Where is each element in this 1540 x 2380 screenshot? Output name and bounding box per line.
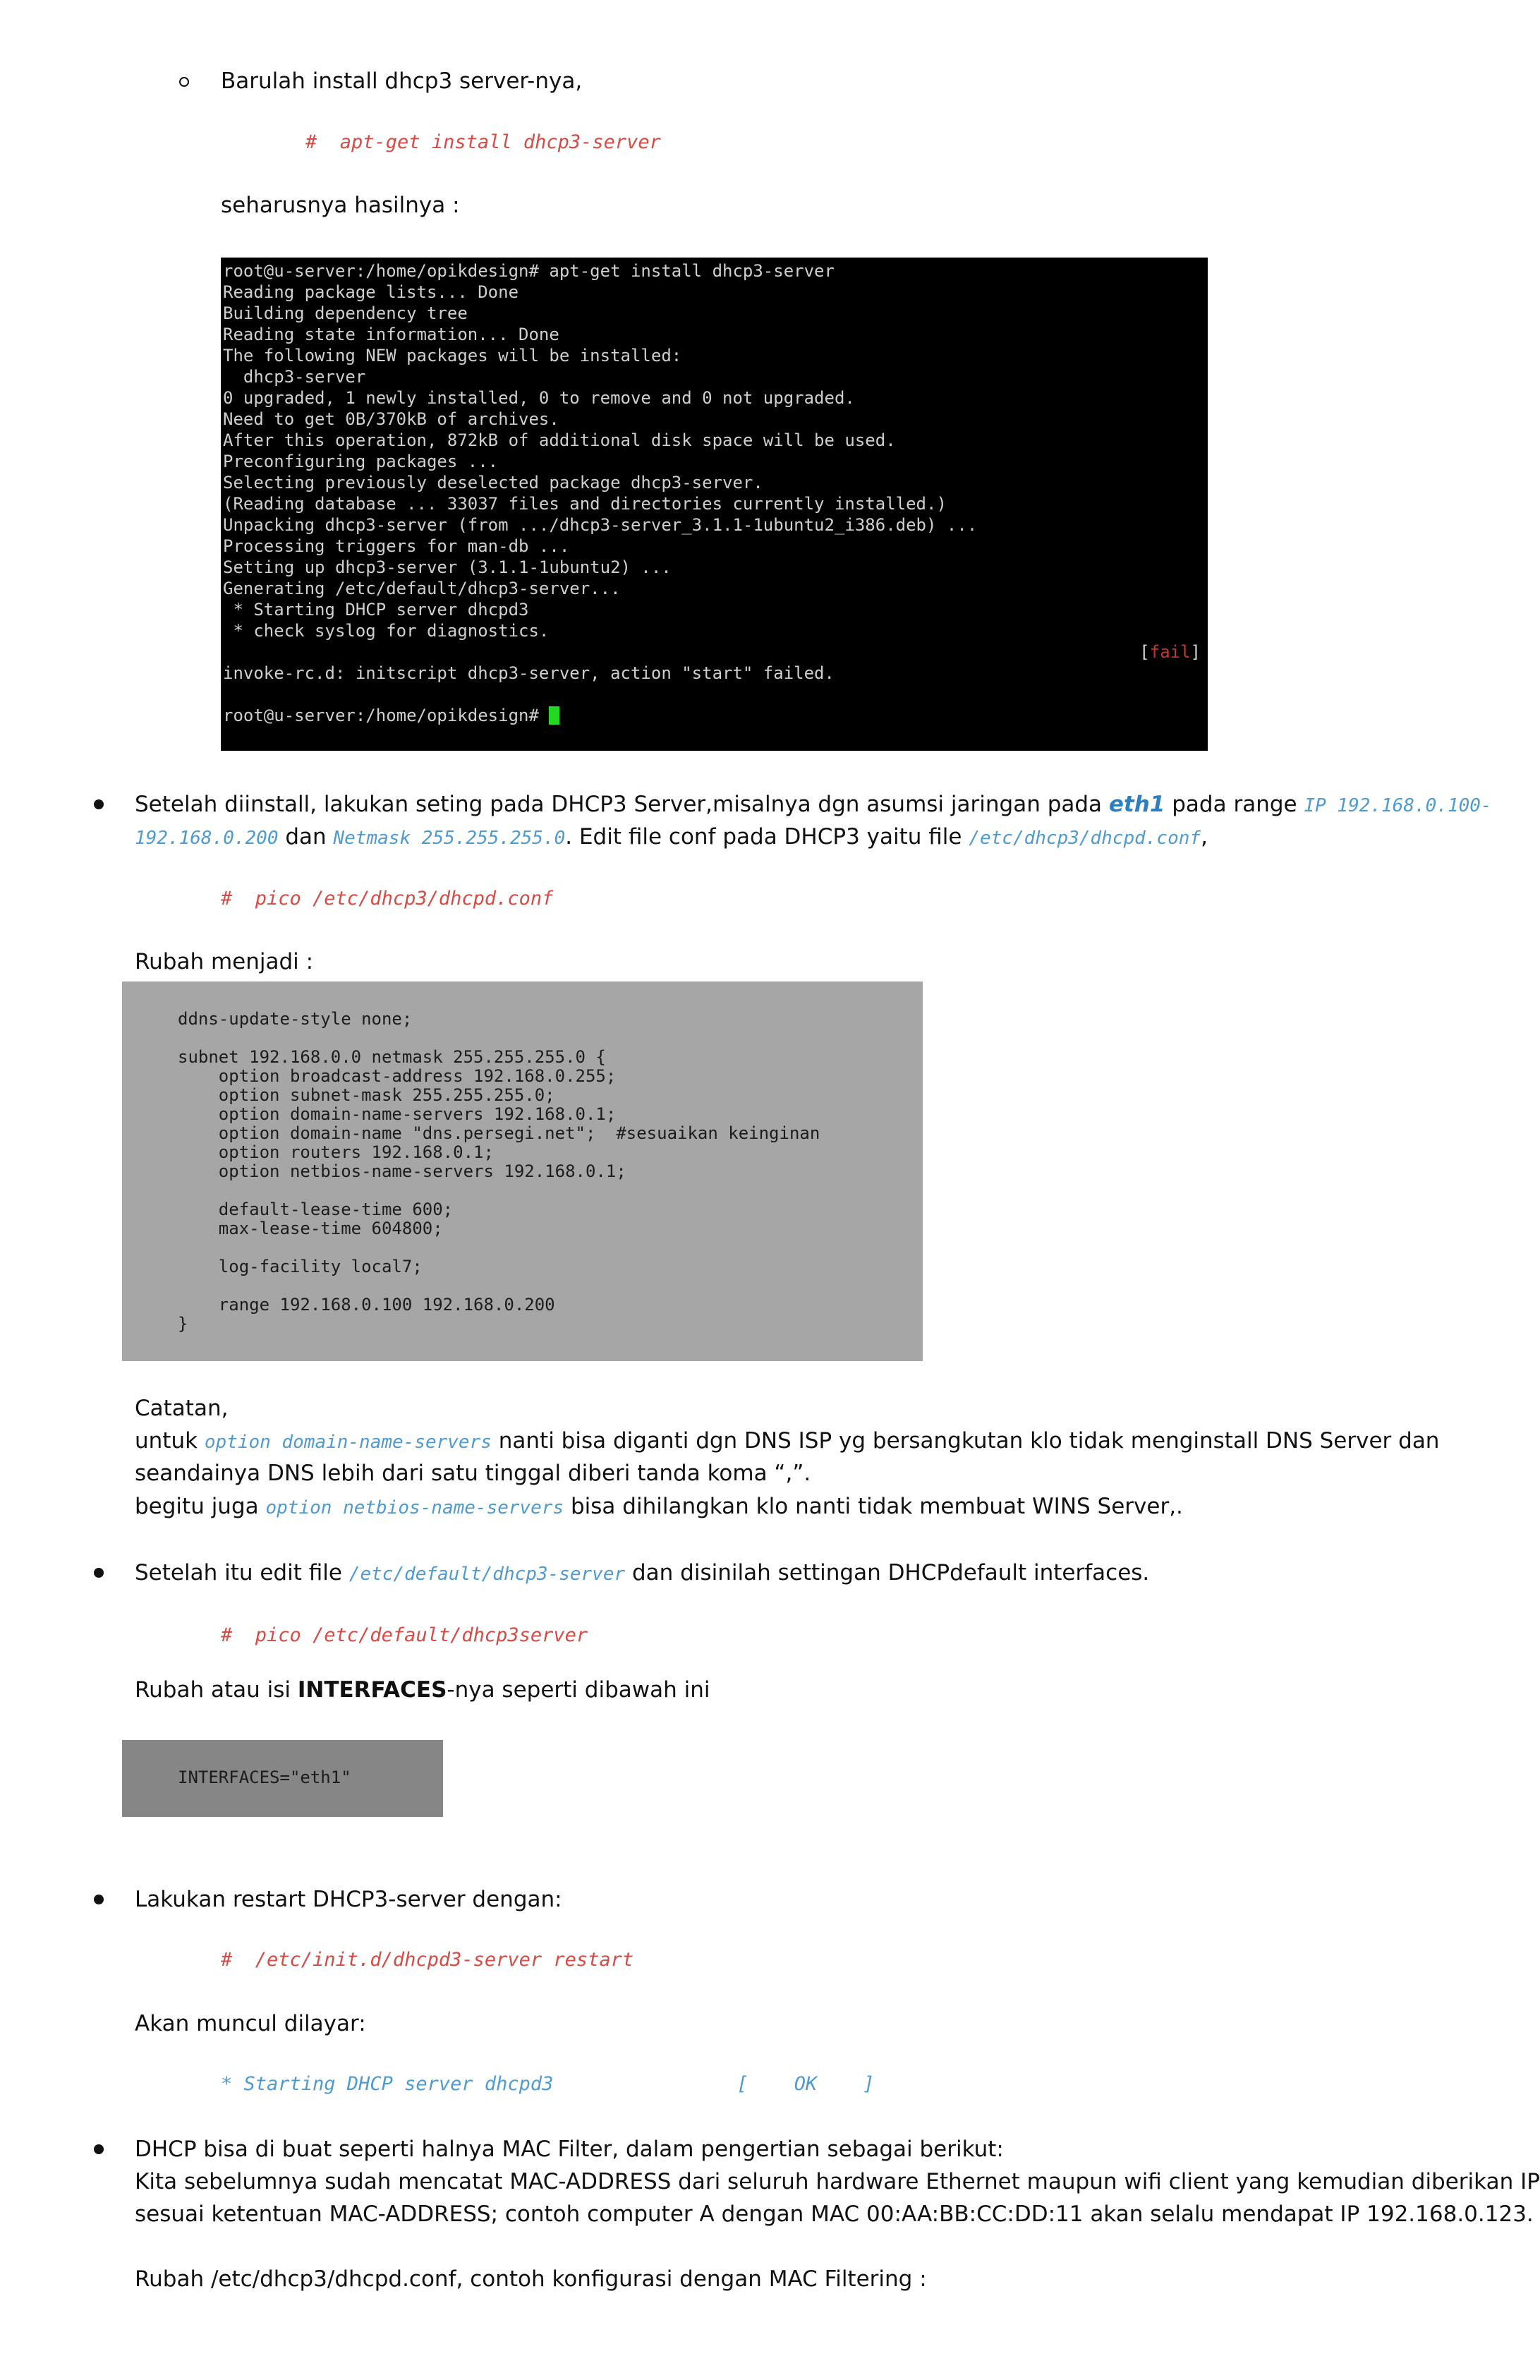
install-command: # apt-get install dhcp3-server xyxy=(305,131,661,153)
terminal-failed-message: invoke-rc.d: initscript dhcp3-server, action "start" failed. xyxy=(223,663,835,683)
default-file-path: /etc/default/dhcp3-server xyxy=(348,1564,626,1585)
terminal-line: (Reading database ... 33037 files and directories currently installed.) xyxy=(223,494,947,514)
config-line: subnet 192.168.0.0 netmask 255.255.255.0 { xyxy=(178,1047,606,1067)
terminal-line: Reading state information... Done xyxy=(223,325,559,344)
terminal-line: Generating /etc/default/dhcp3-server... xyxy=(223,579,621,598)
bullet-dot xyxy=(94,1568,104,1578)
interfaces-code: INTERFACES="eth1" xyxy=(178,1768,351,1787)
terminal-line: Need to get 0B/370kB of archives. xyxy=(223,409,559,429)
terminal-line: Selecting previously deselected package dhcp3-server. xyxy=(223,473,763,493)
notes-line3 xyxy=(135,1490,1183,1524)
notes-text: untuk xyxy=(135,1428,205,1454)
notes-title: Catatan, xyxy=(135,1396,229,1421)
fail-bracket-open: [ xyxy=(1139,642,1150,662)
change-to-label: Rubah menjadi : xyxy=(135,949,314,974)
netmask-value: Netmask 255.255.255.0 xyxy=(333,828,566,849)
instruction-text: -nya seperti dibawah ini xyxy=(447,1677,710,1703)
config-line xyxy=(178,1029,923,1048)
config-line: default-lease-time 600; xyxy=(178,1200,454,1219)
edit-text: dan disinilah settingan DHCPdefault interfaces. xyxy=(625,1560,1150,1585)
mac-filter-line1: DHCP bisa di buat seperti halnya MAC Filter, dalam pengertian sebagai berikut: xyxy=(135,2137,1004,2162)
config-line: option domain-name-servers 192.168.0.1; xyxy=(178,1104,617,1124)
terminal-line: Unpacking dhcp3-server (from .../dhcp3-server_3.1.1-1ubuntu2_i386.deb) ... xyxy=(223,515,978,535)
interfaces-instruction xyxy=(135,1674,710,1706)
instruction-text: Rubah atau isi xyxy=(135,1677,298,1703)
terminal-prompt: root@u-server:/home/opikdesign# xyxy=(223,706,550,725)
dhcpd-config-block xyxy=(122,981,923,1361)
config-line: option subnet-mask 255.255.255.0; xyxy=(178,1085,555,1105)
terminal-line: Reading package lists... Done xyxy=(223,282,519,302)
terminal-cursor xyxy=(549,706,559,725)
fail-status: fail xyxy=(1149,642,1191,662)
intro-text: Setelah diinstall, lakukan seting pada DHCP3 Server,misalnya dgn asumsi jaringan pada xyxy=(135,792,1109,817)
conf-file-path: /etc/dhcp3/dhcpd.conf xyxy=(969,828,1201,849)
config-line: range 192.168.0.100 192.168.0.200 xyxy=(178,1295,555,1315)
ip-range-end: 192.168.0.200 xyxy=(135,828,279,849)
restart-text: Lakukan restart DHCP3-server dengan: xyxy=(135,1887,562,1912)
terminal-line: root@u-server:/home/opikdesign# apt-get install dhcp3-server xyxy=(223,261,835,281)
terminal-prompt-line xyxy=(223,705,1208,726)
sub-bullet-circle xyxy=(179,77,189,87)
notes-text: bisa dihilangkan klo nanti tidak membuat WINS Server,. xyxy=(564,1494,1183,1519)
notes-text: nanti bisa diganti dgn DNS ISP yg bersangkutan klo tidak menginstall DNS Server dan xyxy=(491,1428,1440,1454)
pico-default-command: # pico /etc/default/dhcp3server xyxy=(221,1624,588,1646)
terminal-line: dhcp3-server xyxy=(223,367,366,387)
dhcp-config-intro-line2 xyxy=(135,821,1208,854)
terminal-line: 0 upgraded, 1 newly installed, 0 to remove and 0 not upgraded. xyxy=(223,388,855,408)
config-line: option netbios-name-servers 192.168.0.1; xyxy=(178,1161,626,1181)
mac-filter-line2: Kita sebelumnya sudah mencatat MAC-ADDRESS dari seluruh hardware Ethernet maupun wifi client yang kemudian diberikan IP xyxy=(135,2169,1540,2194)
restart-output: * Starting DHCP server dhcpd3 [ OK ] xyxy=(221,2073,875,2095)
bullet-dot xyxy=(94,1895,104,1904)
dhcp-config-intro-line1 xyxy=(135,788,1492,822)
config-line: log-facility local7; xyxy=(178,1257,423,1276)
edit-text: Setelah itu edit file xyxy=(135,1560,349,1585)
ip-range-start: IP 192.168.0.100- xyxy=(1304,795,1492,816)
terminal-output xyxy=(221,258,1208,751)
interfaces-keyword: INTERFACES xyxy=(297,1677,447,1703)
notes-line2: seandainya DNS lebih dari satu tinggal diberi tanda koma “,”. xyxy=(135,1461,811,1486)
result-label: seharusnya hasilnya : xyxy=(221,193,460,218)
terminal-line: Setting up dhcp3-server (3.1.1-1ubuntu2) ... xyxy=(223,557,672,577)
terminal-line: * check syslog for diagnostics. xyxy=(223,621,550,641)
config-line: option routers 192.168.0.1; xyxy=(178,1142,494,1162)
bullet-dot xyxy=(94,2144,104,2154)
terminal-line: * Starting DHCP server dhcpd3 xyxy=(223,600,529,620)
intro-text: dan xyxy=(278,824,334,850)
config-line: option broadcast-address 192.168.0.255; xyxy=(178,1066,617,1086)
config-line xyxy=(178,1181,923,1200)
terminal-line: The following NEW packages will be installed: xyxy=(223,346,682,366)
install-intro-text: Barulah install dhcp3 server-nya, xyxy=(221,68,583,94)
fail-bracket-close: ] xyxy=(1190,642,1201,662)
terminal-line: After this operation, 872kB of additional disk space will be used. xyxy=(223,430,896,450)
option-netbios-code: option netbios-name-servers xyxy=(265,1497,564,1518)
mac-filter-line3: sesuai ketentuan MAC-ADDRESS; contoh computer A dengan MAC 00:AA:BB:CC:DD:11 akan selalu mendapat IP 192.168.0.123. xyxy=(135,2201,1534,2227)
intro-text: pada range xyxy=(1165,792,1304,817)
restart-command: # /etc/init.d/dhcpd3-server restart xyxy=(221,1949,634,1971)
interface-name: eth1 xyxy=(1108,792,1165,817)
intro-text: , xyxy=(1201,824,1208,850)
terminal-line: Building dependency tree xyxy=(223,303,468,323)
notes-text: begitu juga xyxy=(135,1494,266,1519)
config-line xyxy=(178,1276,923,1295)
option-dns-code: option domain-name-servers xyxy=(204,1432,492,1453)
config-line xyxy=(178,1238,923,1257)
terminal-blank xyxy=(223,684,1208,705)
edit-default-line xyxy=(135,1557,1149,1590)
interfaces-code-block xyxy=(122,1740,443,1817)
terminal-line: Preconfiguring packages ... xyxy=(223,452,499,471)
config-line: max-lease-time 604800; xyxy=(178,1219,443,1238)
intro-text: . Edit file conf pada DHCP3 yaitu file xyxy=(565,824,969,850)
bullet-dot xyxy=(94,799,104,809)
config-line: } xyxy=(178,1314,188,1334)
notes-line1 xyxy=(135,1425,1439,1458)
terminal-line: Processing triggers for man-db ... xyxy=(223,536,570,556)
pico-dhcpd-command: # pico /etc/dhcp3/dhcpd.conf xyxy=(221,888,554,910)
terminal-fail-line xyxy=(223,641,1208,663)
screen-output-label: Akan muncul dilayar: xyxy=(135,2011,366,2036)
mac-filter-line4: Rubah /etc/dhcp3/dhcpd.conf, contoh konfigurasi dengan MAC Filtering : xyxy=(135,2266,927,2292)
config-line: option domain-name "dns.persegi.net"; #sesuaikan keinginan xyxy=(178,1123,820,1143)
config-line: ddns-update-style none; xyxy=(178,1009,413,1029)
